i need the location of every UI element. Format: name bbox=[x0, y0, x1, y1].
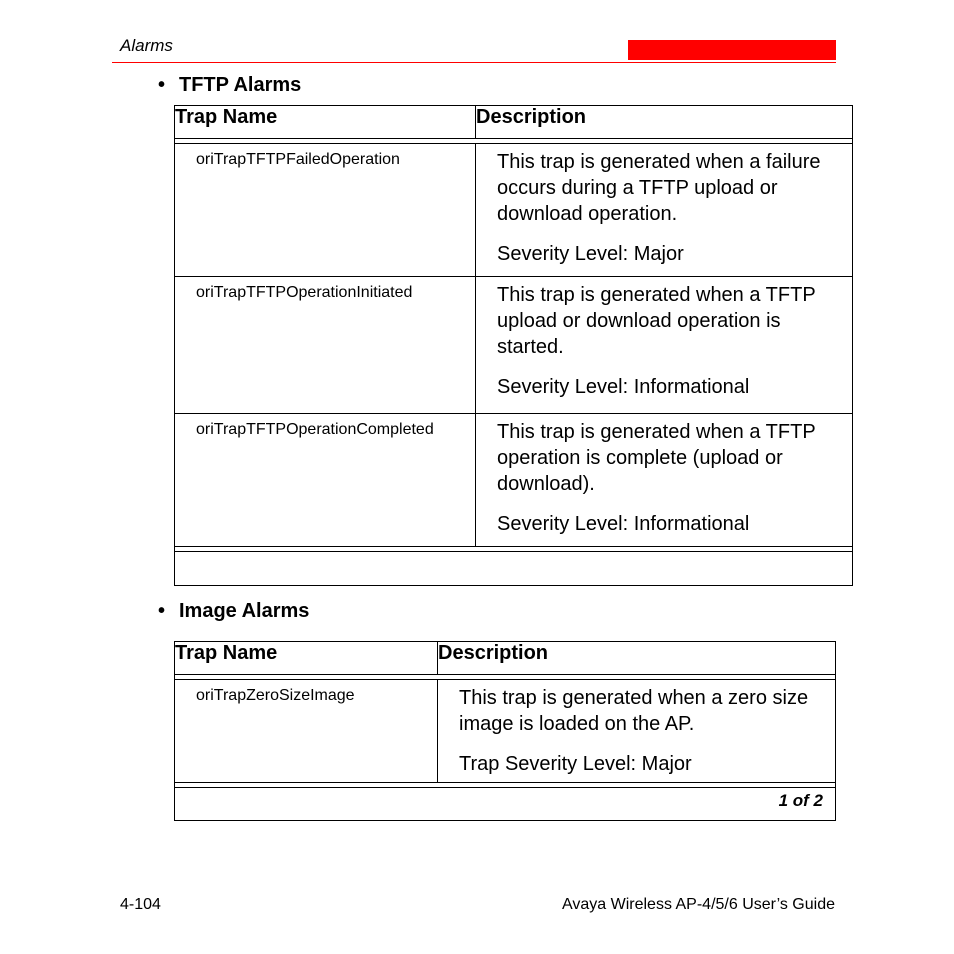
trap-name: oriTrapTFTPOperationInitiated bbox=[175, 277, 476, 414]
column-header-description: Description bbox=[476, 106, 853, 139]
tftp-alarms-table bbox=[174, 105, 853, 586]
trap-name: oriTrapTFTPFailedOperation bbox=[175, 144, 476, 277]
header-rule bbox=[112, 62, 836, 63]
header-accent-bar bbox=[628, 40, 836, 60]
table-header-row bbox=[175, 642, 836, 675]
table-footer-row bbox=[175, 788, 836, 821]
table-footer-row bbox=[175, 552, 853, 586]
bullet-icon: • bbox=[158, 600, 166, 622]
table-row bbox=[175, 277, 853, 414]
trap-name: oriTrapZeroSizeImage bbox=[175, 680, 438, 783]
page-of-indicator: 1 of 2 bbox=[778, 791, 823, 810]
guide-title: Avaya Wireless AP-4/5/6 User’s Guide bbox=[561, 896, 835, 913]
severity-level: Trap Severity Level: Major bbox=[459, 753, 692, 775]
severity-level: Severity Level: Informational bbox=[497, 513, 750, 535]
table-row bbox=[175, 414, 853, 547]
table-header-row bbox=[175, 106, 853, 139]
table-row bbox=[175, 680, 836, 783]
column-header-trap-name: Trap Name bbox=[175, 642, 438, 675]
column-header-description: Description bbox=[438, 642, 836, 675]
page-number: 4-104 bbox=[120, 896, 161, 913]
trap-description: This trap is generated when a failure occurs during a TFTP upload or download operation. Severity Level: Major bbox=[476, 144, 853, 277]
column-header-trap-name: Trap Name bbox=[175, 106, 476, 139]
trap-description: This trap is generated when a TFTP operation is complete (upload or download). Severity Level: Informational bbox=[476, 414, 853, 547]
trap-description: This trap is generated when a zero size image is loaded on the AP. Trap Severity Level: Major bbox=[438, 680, 836, 783]
trap-description: This trap is generated when a TFTP upload or download operation is started. Severity Level: Informational bbox=[476, 277, 853, 414]
trap-name: oriTrapTFTPOperationCompleted bbox=[175, 414, 476, 547]
severity-level: Severity Level: Informational bbox=[497, 376, 750, 398]
image-alarms-heading: • Image Alarms bbox=[158, 600, 310, 622]
tftp-alarms-heading: • TFTP Alarms bbox=[158, 74, 302, 96]
severity-level: Severity Level: Major bbox=[497, 243, 684, 265]
image-alarms-table bbox=[174, 641, 836, 821]
bullet-icon: • bbox=[158, 74, 166, 96]
table-row bbox=[175, 144, 853, 277]
running-header-title: Alarms bbox=[120, 36, 173, 55]
